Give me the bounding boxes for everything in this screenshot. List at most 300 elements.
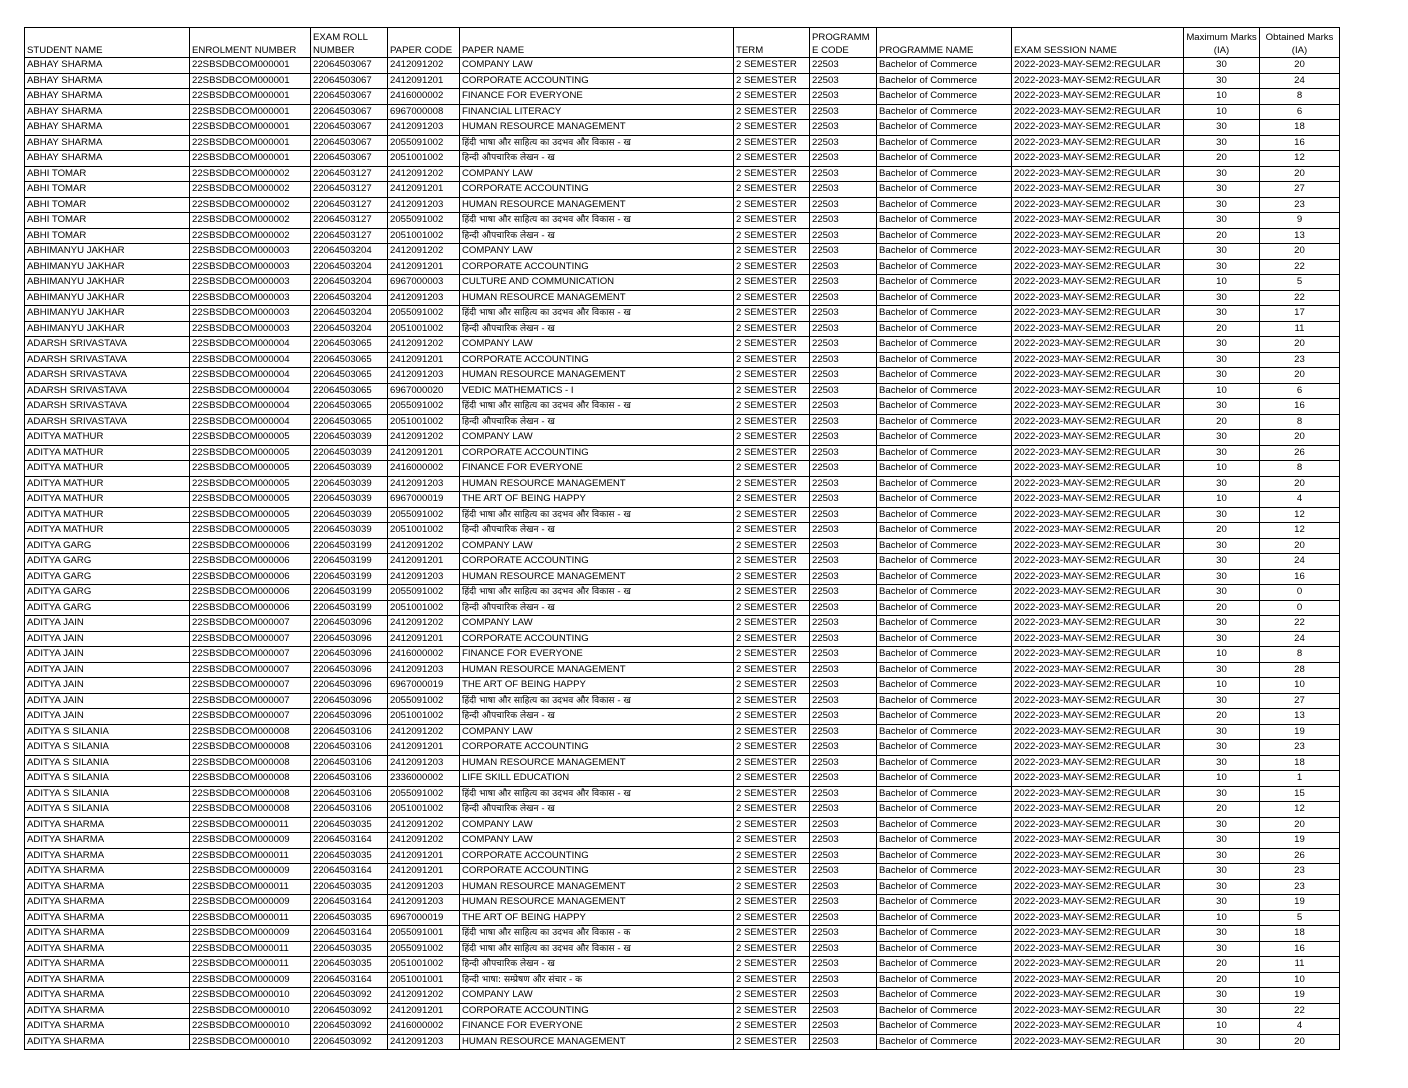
cell-exam-roll-number: 22064503096 bbox=[311, 693, 388, 709]
cell-maximum-marks: 30 bbox=[1184, 182, 1260, 198]
cell-paper-code: 2412091203 bbox=[388, 476, 460, 492]
table-row bbox=[25, 879, 1340, 895]
header-student-name: STUDENT NAME bbox=[25, 28, 190, 58]
table-row bbox=[25, 492, 1340, 508]
cell-term: 2 SEMESTER bbox=[734, 399, 810, 415]
cell-programme-name: Bachelor of Commerce bbox=[877, 306, 1012, 322]
cell-programme-code: 22503 bbox=[810, 89, 877, 105]
cell-enrolment-number: 22SBSDBCOM000001 bbox=[190, 135, 311, 151]
table-row bbox=[25, 1003, 1340, 1019]
table-row bbox=[25, 89, 1340, 105]
cell-obtained-marks: 12 bbox=[1260, 151, 1340, 167]
cell-paper-code: 2055091002 bbox=[388, 306, 460, 322]
cell-obtained-marks: 28 bbox=[1260, 662, 1340, 678]
cell-term: 2 SEMESTER bbox=[734, 383, 810, 399]
cell-paper-name: COMPANY LAW bbox=[460, 538, 734, 554]
cell-term: 2 SEMESTER bbox=[734, 73, 810, 89]
cell-student-name: ADITYA MATHUR bbox=[25, 430, 190, 446]
cell-enrolment-number: 22SBSDBCOM000001 bbox=[190, 151, 311, 167]
cell-exam-roll-number: 22064503127 bbox=[311, 197, 388, 213]
table-row bbox=[25, 616, 1340, 632]
cell-programme-code: 22503 bbox=[810, 73, 877, 89]
cell-paper-code: 2412091201 bbox=[388, 554, 460, 570]
cell-exam-roll-number: 22064503039 bbox=[311, 461, 388, 477]
cell-maximum-marks: 30 bbox=[1184, 817, 1260, 833]
cell-maximum-marks: 20 bbox=[1184, 321, 1260, 337]
cell-exam-roll-number: 22064503067 bbox=[311, 58, 388, 74]
cell-paper-name: हिन्दी औपचारिक लेखन - ख bbox=[460, 321, 734, 337]
cell-programme-code: 22503 bbox=[810, 197, 877, 213]
cell-exam-roll-number: 22064503199 bbox=[311, 600, 388, 616]
cell-programme-name: Bachelor of Commerce bbox=[877, 321, 1012, 337]
cell-paper-code: 2051001002 bbox=[388, 802, 460, 818]
cell-enrolment-number: 22SBSDBCOM000006 bbox=[190, 554, 311, 570]
cell-enrolment-number: 22SBSDBCOM000002 bbox=[190, 197, 311, 213]
cell-exam-roll-number: 22064503164 bbox=[311, 972, 388, 988]
cell-student-name: ABHI TOMAR bbox=[25, 166, 190, 182]
table-row bbox=[25, 523, 1340, 539]
cell-paper-name: HUMAN RESOURCE MANAGEMENT bbox=[460, 879, 734, 895]
cell-programme-name: Bachelor of Commerce bbox=[877, 414, 1012, 430]
cell-programme-name: Bachelor of Commerce bbox=[877, 1003, 1012, 1019]
table-row bbox=[25, 120, 1340, 136]
cell-paper-code: 2412091201 bbox=[388, 1003, 460, 1019]
cell-paper-code: 2055091001 bbox=[388, 926, 460, 942]
cell-enrolment-number: 22SBSDBCOM000008 bbox=[190, 802, 311, 818]
table-row bbox=[25, 275, 1340, 291]
cell-enrolment-number: 22SBSDBCOM000002 bbox=[190, 182, 311, 198]
cell-programme-name: Bachelor of Commerce bbox=[877, 73, 1012, 89]
cell-term: 2 SEMESTER bbox=[734, 476, 810, 492]
table-row bbox=[25, 182, 1340, 198]
cell-paper-code: 2412091202 bbox=[388, 724, 460, 740]
cell-enrolment-number: 22SBSDBCOM000007 bbox=[190, 616, 311, 632]
cell-programme-code: 22503 bbox=[810, 662, 877, 678]
cell-maximum-marks: 30 bbox=[1184, 399, 1260, 415]
cell-programme-code: 22503 bbox=[810, 1019, 877, 1035]
table-row bbox=[25, 290, 1340, 306]
cell-paper-name: CORPORATE ACCOUNTING bbox=[460, 1003, 734, 1019]
cell-term: 2 SEMESTER bbox=[734, 616, 810, 632]
cell-student-name: ADITYA SHARMA bbox=[25, 817, 190, 833]
table-row bbox=[25, 817, 1340, 833]
cell-exam-roll-number: 22064503106 bbox=[311, 724, 388, 740]
cell-enrolment-number: 22SBSDBCOM000004 bbox=[190, 368, 311, 384]
cell-paper-name: HUMAN RESOURCE MANAGEMENT bbox=[460, 290, 734, 306]
cell-exam-roll-number: 22064503096 bbox=[311, 709, 388, 725]
cell-student-name: ADITYA S SILANIA bbox=[25, 755, 190, 771]
cell-maximum-marks: 30 bbox=[1184, 166, 1260, 182]
cell-programme-code: 22503 bbox=[810, 926, 877, 942]
cell-programme-name: Bachelor of Commerce bbox=[877, 926, 1012, 942]
cell-programme-code: 22503 bbox=[810, 585, 877, 601]
cell-term: 2 SEMESTER bbox=[734, 120, 810, 136]
table-row bbox=[25, 941, 1340, 957]
cell-paper-name: COMPANY LAW bbox=[460, 817, 734, 833]
cell-obtained-marks: 18 bbox=[1260, 926, 1340, 942]
cell-exam-roll-number: 22064503096 bbox=[311, 662, 388, 678]
cell-obtained-marks: 17 bbox=[1260, 306, 1340, 322]
table-row bbox=[25, 1019, 1340, 1035]
cell-programme-code: 22503 bbox=[810, 709, 877, 725]
cell-paper-code: 6967000019 bbox=[388, 492, 460, 508]
cell-paper-code: 2412091202 bbox=[388, 538, 460, 554]
cell-exam-roll-number: 22064503092 bbox=[311, 1019, 388, 1035]
cell-maximum-marks: 10 bbox=[1184, 1019, 1260, 1035]
cell-paper-code: 2412091202 bbox=[388, 616, 460, 632]
cell-paper-name: CORPORATE ACCOUNTING bbox=[460, 352, 734, 368]
table-row bbox=[25, 585, 1340, 601]
table-row bbox=[25, 786, 1340, 802]
cell-obtained-marks: 24 bbox=[1260, 554, 1340, 570]
cell-programme-code: 22503 bbox=[810, 631, 877, 647]
cell-term: 2 SEMESTER bbox=[734, 1019, 810, 1035]
cell-programme-code: 22503 bbox=[810, 724, 877, 740]
cell-enrolment-number: 22SBSDBCOM000006 bbox=[190, 569, 311, 585]
cell-exam-session-name: 2022-2023-MAY-SEM2:REGULAR bbox=[1012, 213, 1184, 229]
cell-exam-session-name: 2022-2023-MAY-SEM2:REGULAR bbox=[1012, 507, 1184, 523]
cell-paper-name: HUMAN RESOURCE MANAGEMENT bbox=[460, 755, 734, 771]
cell-maximum-marks: 10 bbox=[1184, 461, 1260, 477]
cell-exam-session-name: 2022-2023-MAY-SEM2:REGULAR bbox=[1012, 957, 1184, 973]
table-row bbox=[25, 73, 1340, 89]
cell-exam-session-name: 2022-2023-MAY-SEM2:REGULAR bbox=[1012, 73, 1184, 89]
cell-programme-name: Bachelor of Commerce bbox=[877, 662, 1012, 678]
cell-programme-code: 22503 bbox=[810, 244, 877, 260]
cell-maximum-marks: 30 bbox=[1184, 616, 1260, 632]
cell-enrolment-number: 22SBSDBCOM000010 bbox=[190, 1034, 311, 1050]
cell-exam-roll-number: 22064503065 bbox=[311, 399, 388, 415]
table-row bbox=[25, 166, 1340, 182]
cell-term: 2 SEMESTER bbox=[734, 275, 810, 291]
cell-maximum-marks: 30 bbox=[1184, 848, 1260, 864]
cell-maximum-marks: 20 bbox=[1184, 414, 1260, 430]
cell-paper-code: 2412091203 bbox=[388, 290, 460, 306]
cell-enrolment-number: 22SBSDBCOM000005 bbox=[190, 507, 311, 523]
cell-paper-code: 2412091202 bbox=[388, 166, 460, 182]
cell-programme-code: 22503 bbox=[810, 616, 877, 632]
cell-programme-code: 22503 bbox=[810, 259, 877, 275]
cell-paper-code: 2412091203 bbox=[388, 197, 460, 213]
cell-programme-name: Bachelor of Commerce bbox=[877, 817, 1012, 833]
cell-paper-name: CORPORATE ACCOUNTING bbox=[460, 864, 734, 880]
cell-enrolment-number: 22SBSDBCOM000005 bbox=[190, 445, 311, 461]
cell-enrolment-number: 22SBSDBCOM000011 bbox=[190, 817, 311, 833]
cell-paper-name: COMPANY LAW bbox=[460, 430, 734, 446]
cell-enrolment-number: 22SBSDBCOM000005 bbox=[190, 523, 311, 539]
cell-term: 2 SEMESTER bbox=[734, 755, 810, 771]
cell-programme-name: Bachelor of Commerce bbox=[877, 368, 1012, 384]
cell-term: 2 SEMESTER bbox=[734, 709, 810, 725]
cell-student-name: ADITYA JAIN bbox=[25, 693, 190, 709]
cell-programme-code: 22503 bbox=[810, 802, 877, 818]
table-row bbox=[25, 104, 1340, 120]
cell-paper-name: हिंदी भाषा और साहित्य का उदभव और विकास - ख bbox=[460, 306, 734, 322]
cell-programme-name: Bachelor of Commerce bbox=[877, 476, 1012, 492]
cell-enrolment-number: 22SBSDBCOM000001 bbox=[190, 58, 311, 74]
cell-term: 2 SEMESTER bbox=[734, 678, 810, 694]
cell-obtained-marks: 20 bbox=[1260, 430, 1340, 446]
header-row bbox=[25, 28, 1340, 58]
cell-exam-roll-number: 22064503127 bbox=[311, 213, 388, 229]
cell-paper-code: 2412091202 bbox=[388, 430, 460, 446]
cell-enrolment-number: 22SBSDBCOM000009 bbox=[190, 864, 311, 880]
cell-exam-session-name: 2022-2023-MAY-SEM2:REGULAR bbox=[1012, 182, 1184, 198]
cell-enrolment-number: 22SBSDBCOM000003 bbox=[190, 259, 311, 275]
cell-programme-code: 22503 bbox=[810, 957, 877, 973]
cell-term: 2 SEMESTER bbox=[734, 538, 810, 554]
cell-student-name: ABHIMANYU JAKHAR bbox=[25, 244, 190, 260]
cell-term: 2 SEMESTER bbox=[734, 647, 810, 663]
cell-enrolment-number: 22SBSDBCOM000007 bbox=[190, 693, 311, 709]
cell-maximum-marks: 30 bbox=[1184, 58, 1260, 74]
table-row bbox=[25, 197, 1340, 213]
cell-enrolment-number: 22SBSDBCOM000007 bbox=[190, 709, 311, 725]
cell-term: 2 SEMESTER bbox=[734, 321, 810, 337]
cell-exam-session-name: 2022-2023-MAY-SEM2:REGULAR bbox=[1012, 1019, 1184, 1035]
header-paper-code: PAPER CODE bbox=[388, 28, 460, 58]
cell-paper-name: FINANCE FOR EVERYONE bbox=[460, 461, 734, 477]
cell-paper-code: 2055091002 bbox=[388, 213, 460, 229]
cell-paper-code: 6967000019 bbox=[388, 678, 460, 694]
cell-maximum-marks: 20 bbox=[1184, 151, 1260, 167]
table-row bbox=[25, 600, 1340, 616]
cell-maximum-marks: 20 bbox=[1184, 523, 1260, 539]
cell-programme-code: 22503 bbox=[810, 879, 877, 895]
cell-enrolment-number: 22SBSDBCOM000001 bbox=[190, 120, 311, 136]
cell-term: 2 SEMESTER bbox=[734, 445, 810, 461]
cell-paper-name: हिंदी भाषा और साहित्य का उदभव और विकास - ख bbox=[460, 786, 734, 802]
cell-paper-name: हिंदी भाषा और साहित्य का उदभव और विकास - ख bbox=[460, 693, 734, 709]
cell-programme-name: Bachelor of Commerce bbox=[877, 693, 1012, 709]
cell-student-name: ABHI TOMAR bbox=[25, 213, 190, 229]
cell-programme-name: Bachelor of Commerce bbox=[877, 135, 1012, 151]
cell-enrolment-number: 22SBSDBCOM000011 bbox=[190, 957, 311, 973]
cell-programme-name: Bachelor of Commerce bbox=[877, 352, 1012, 368]
table-row bbox=[25, 259, 1340, 275]
cell-exam-session-name: 2022-2023-MAY-SEM2:REGULAR bbox=[1012, 926, 1184, 942]
cell-exam-session-name: 2022-2023-MAY-SEM2:REGULAR bbox=[1012, 337, 1184, 353]
cell-student-name: ADITYA SHARMA bbox=[25, 941, 190, 957]
cell-term: 2 SEMESTER bbox=[734, 941, 810, 957]
cell-paper-code: 2412091201 bbox=[388, 864, 460, 880]
cell-programme-name: Bachelor of Commerce bbox=[877, 383, 1012, 399]
cell-maximum-marks: 30 bbox=[1184, 740, 1260, 756]
cell-term: 2 SEMESTER bbox=[734, 662, 810, 678]
cell-exam-roll-number: 22064503164 bbox=[311, 864, 388, 880]
cell-term: 2 SEMESTER bbox=[734, 182, 810, 198]
cell-maximum-marks: 10 bbox=[1184, 910, 1260, 926]
cell-maximum-marks: 30 bbox=[1184, 445, 1260, 461]
cell-paper-code: 2051001002 bbox=[388, 709, 460, 725]
cell-enrolment-number: 22SBSDBCOM000003 bbox=[190, 321, 311, 337]
table-row bbox=[25, 554, 1340, 570]
cell-exam-session-name: 2022-2023-MAY-SEM2:REGULAR bbox=[1012, 306, 1184, 322]
cell-exam-session-name: 2022-2023-MAY-SEM2:REGULAR bbox=[1012, 399, 1184, 415]
cell-enrolment-number: 22SBSDBCOM000004 bbox=[190, 383, 311, 399]
cell-exam-roll-number: 22064503035 bbox=[311, 941, 388, 957]
cell-obtained-marks: 26 bbox=[1260, 848, 1340, 864]
header-programme-code: PROGRAMM E CODE bbox=[810, 28, 877, 58]
cell-student-name: ADITYA SHARMA bbox=[25, 879, 190, 895]
cell-paper-name: हिंदी भाषा और साहित्य का उदभव और विकास - ख bbox=[460, 213, 734, 229]
cell-programme-code: 22503 bbox=[810, 941, 877, 957]
cell-programme-code: 22503 bbox=[810, 352, 877, 368]
cell-programme-code: 22503 bbox=[810, 445, 877, 461]
cell-obtained-marks: 5 bbox=[1260, 910, 1340, 926]
cell-exam-session-name: 2022-2023-MAY-SEM2:REGULAR bbox=[1012, 988, 1184, 1004]
cell-paper-code: 2412091202 bbox=[388, 244, 460, 260]
cell-obtained-marks: 20 bbox=[1260, 1034, 1340, 1050]
cell-programme-code: 22503 bbox=[810, 135, 877, 151]
header-programme-name: PROGRAMME NAME bbox=[877, 28, 1012, 58]
cell-student-name: ADITYA GARG bbox=[25, 538, 190, 554]
cell-enrolment-number: 22SBSDBCOM000011 bbox=[190, 941, 311, 957]
cell-exam-session-name: 2022-2023-MAY-SEM2:REGULAR bbox=[1012, 275, 1184, 291]
cell-programme-name: Bachelor of Commerce bbox=[877, 972, 1012, 988]
cell-paper-code: 2412091201 bbox=[388, 352, 460, 368]
cell-programme-name: Bachelor of Commerce bbox=[877, 957, 1012, 973]
cell-paper-name: FINANCE FOR EVERYONE bbox=[460, 647, 734, 663]
cell-maximum-marks: 30 bbox=[1184, 926, 1260, 942]
cell-programme-code: 22503 bbox=[810, 306, 877, 322]
cell-term: 2 SEMESTER bbox=[734, 926, 810, 942]
cell-maximum-marks: 10 bbox=[1184, 647, 1260, 663]
cell-paper-code: 2412091201 bbox=[388, 445, 460, 461]
cell-obtained-marks: 20 bbox=[1260, 337, 1340, 353]
cell-paper-name: COMPANY LAW bbox=[460, 724, 734, 740]
cell-obtained-marks: 22 bbox=[1260, 290, 1340, 306]
cell-maximum-marks: 30 bbox=[1184, 631, 1260, 647]
cell-programme-code: 22503 bbox=[810, 492, 877, 508]
cell-obtained-marks: 23 bbox=[1260, 740, 1340, 756]
cell-exam-roll-number: 22064503067 bbox=[311, 120, 388, 136]
cell-paper-code: 2336000002 bbox=[388, 771, 460, 787]
table-row bbox=[25, 445, 1340, 461]
cell-student-name: ABHAY SHARMA bbox=[25, 135, 190, 151]
cell-term: 2 SEMESTER bbox=[734, 631, 810, 647]
table-row bbox=[25, 306, 1340, 322]
cell-paper-name: हिंदी भाषा और साहित्य का उदभव और विकास - क bbox=[460, 926, 734, 942]
cell-programme-name: Bachelor of Commerce bbox=[877, 120, 1012, 136]
table-row bbox=[25, 151, 1340, 167]
cell-exam-roll-number: 22064503204 bbox=[311, 290, 388, 306]
cell-exam-roll-number: 22064503204 bbox=[311, 275, 388, 291]
cell-paper-code: 2412091202 bbox=[388, 988, 460, 1004]
cell-programme-name: Bachelor of Commerce bbox=[877, 399, 1012, 415]
cell-paper-code: 2055091002 bbox=[388, 399, 460, 415]
cell-term: 2 SEMESTER bbox=[734, 228, 810, 244]
cell-enrolment-number: 22SBSDBCOM000005 bbox=[190, 461, 311, 477]
cell-exam-session-name: 2022-2023-MAY-SEM2:REGULAR bbox=[1012, 972, 1184, 988]
cell-obtained-marks: 8 bbox=[1260, 461, 1340, 477]
cell-exam-roll-number: 22064503067 bbox=[311, 135, 388, 151]
cell-enrolment-number: 22SBSDBCOM000005 bbox=[190, 430, 311, 446]
cell-paper-code: 2412091201 bbox=[388, 848, 460, 864]
cell-exam-roll-number: 22064503039 bbox=[311, 476, 388, 492]
cell-student-name: ADITYA MATHUR bbox=[25, 492, 190, 508]
cell-paper-code: 2412091203 bbox=[388, 368, 460, 384]
cell-exam-roll-number: 22064503106 bbox=[311, 802, 388, 818]
cell-programme-code: 22503 bbox=[810, 740, 877, 756]
cell-exam-session-name: 2022-2023-MAY-SEM2:REGULAR bbox=[1012, 166, 1184, 182]
cell-programme-code: 22503 bbox=[810, 507, 877, 523]
cell-obtained-marks: 6 bbox=[1260, 104, 1340, 120]
cell-paper-name: HUMAN RESOURCE MANAGEMENT bbox=[460, 368, 734, 384]
cell-paper-code: 2412091203 bbox=[388, 755, 460, 771]
cell-maximum-marks: 30 bbox=[1184, 337, 1260, 353]
cell-programme-name: Bachelor of Commerce bbox=[877, 647, 1012, 663]
cell-enrolment-number: 22SBSDBCOM000006 bbox=[190, 600, 311, 616]
cell-obtained-marks: 20 bbox=[1260, 368, 1340, 384]
table-row bbox=[25, 740, 1340, 756]
cell-student-name: ADITYA MATHUR bbox=[25, 461, 190, 477]
cell-exam-session-name: 2022-2023-MAY-SEM2:REGULAR bbox=[1012, 244, 1184, 260]
cell-enrolment-number: 22SBSDBCOM000008 bbox=[190, 740, 311, 756]
cell-maximum-marks: 10 bbox=[1184, 678, 1260, 694]
cell-term: 2 SEMESTER bbox=[734, 895, 810, 911]
cell-exam-session-name: 2022-2023-MAY-SEM2:REGULAR bbox=[1012, 864, 1184, 880]
cell-programme-name: Bachelor of Commerce bbox=[877, 802, 1012, 818]
cell-student-name: ADITYA SHARMA bbox=[25, 833, 190, 849]
cell-paper-code: 2051001002 bbox=[388, 523, 460, 539]
header-paper-name: PAPER NAME bbox=[460, 28, 734, 58]
cell-paper-name: COMPANY LAW bbox=[460, 337, 734, 353]
cell-enrolment-number: 22SBSDBCOM000006 bbox=[190, 538, 311, 554]
cell-enrolment-number: 22SBSDBCOM000003 bbox=[190, 275, 311, 291]
cell-programme-name: Bachelor of Commerce bbox=[877, 600, 1012, 616]
cell-programme-name: Bachelor of Commerce bbox=[877, 848, 1012, 864]
cell-enrolment-number: 22SBSDBCOM000003 bbox=[190, 244, 311, 260]
cell-term: 2 SEMESTER bbox=[734, 352, 810, 368]
cell-exam-session-name: 2022-2023-MAY-SEM2:REGULAR bbox=[1012, 895, 1184, 911]
cell-programme-code: 22503 bbox=[810, 771, 877, 787]
cell-term: 2 SEMESTER bbox=[734, 104, 810, 120]
cell-paper-name: हिन्दी औपचारिक लेखन - ख bbox=[460, 228, 734, 244]
cell-paper-code: 2412091201 bbox=[388, 259, 460, 275]
cell-student-name: ADITYA SHARMA bbox=[25, 1034, 190, 1050]
cell-maximum-marks: 20 bbox=[1184, 802, 1260, 818]
table-row bbox=[25, 383, 1340, 399]
cell-obtained-marks: 13 bbox=[1260, 228, 1340, 244]
cell-programme-name: Bachelor of Commerce bbox=[877, 228, 1012, 244]
cell-programme-name: Bachelor of Commerce bbox=[877, 554, 1012, 570]
cell-paper-name: CORPORATE ACCOUNTING bbox=[460, 631, 734, 647]
cell-programme-name: Bachelor of Commerce bbox=[877, 461, 1012, 477]
cell-term: 2 SEMESTER bbox=[734, 771, 810, 787]
cell-paper-code: 2055091002 bbox=[388, 135, 460, 151]
cell-term: 2 SEMESTER bbox=[734, 957, 810, 973]
table-row bbox=[25, 662, 1340, 678]
cell-programme-name: Bachelor of Commerce bbox=[877, 538, 1012, 554]
cell-programme-code: 22503 bbox=[810, 290, 877, 306]
cell-programme-code: 22503 bbox=[810, 399, 877, 415]
cell-programme-code: 22503 bbox=[810, 368, 877, 384]
cell-exam-roll-number: 22064503127 bbox=[311, 166, 388, 182]
cell-paper-code: 2412091201 bbox=[388, 182, 460, 198]
cell-exam-session-name: 2022-2023-MAY-SEM2:REGULAR bbox=[1012, 259, 1184, 275]
cell-programme-name: Bachelor of Commerce bbox=[877, 337, 1012, 353]
cell-paper-code: 6967000003 bbox=[388, 275, 460, 291]
cell-student-name: ADARSH SRIVASTAVA bbox=[25, 352, 190, 368]
cell-obtained-marks: 22 bbox=[1260, 259, 1340, 275]
cell-maximum-marks: 30 bbox=[1184, 259, 1260, 275]
header-obtained-marks: Obtained Marks (IA) bbox=[1260, 28, 1340, 58]
cell-paper-code: 2055091002 bbox=[388, 786, 460, 802]
cell-programme-code: 22503 bbox=[810, 647, 877, 663]
cell-programme-code: 22503 bbox=[810, 120, 877, 136]
cell-term: 2 SEMESTER bbox=[734, 879, 810, 895]
